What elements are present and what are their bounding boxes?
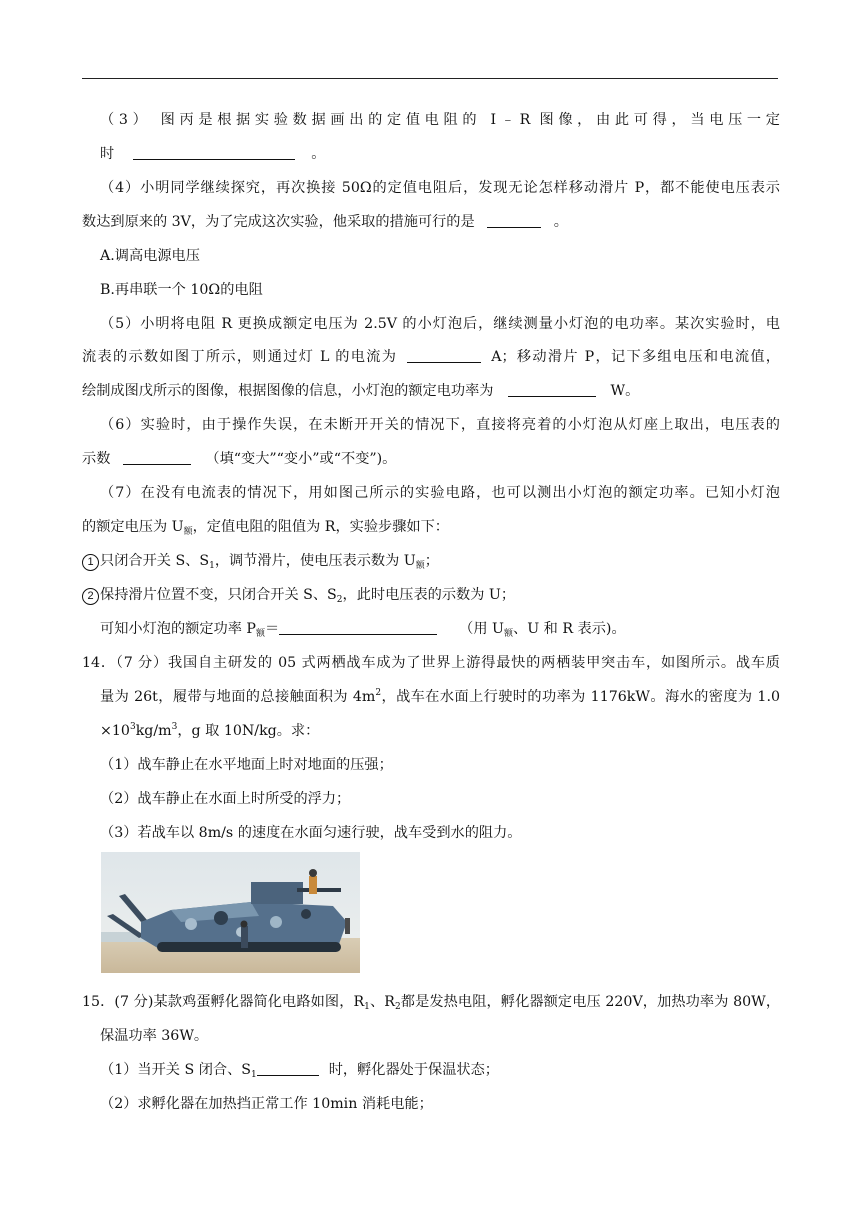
q13-part3-text: 时	[100, 146, 115, 162]
q14-line2-text-a: 量为 26t，履带与地面的总接触面积为 4m	[100, 689, 376, 705]
step1-sub-1: 1	[209, 561, 215, 571]
header-rule	[82, 78, 778, 79]
final-text-d: 、U 和 R 表示)。	[513, 621, 626, 637]
step-number-1: 1	[82, 554, 99, 571]
q13-final	[100, 619, 780, 639]
q15-sub1-b: 时，孵化器处于保温状态；	[328, 1062, 499, 1078]
q13-part3-line2	[100, 144, 780, 164]
q13-part4-text: 数达到原来的 3V，为了完成这次实验，他采取的措施可行的是	[82, 214, 475, 230]
q13-part5-text-c: 绘制成图戊所示的图像，根据图像的信息，小灯泡的额定电功率为	[82, 383, 494, 399]
q13-step2	[82, 585, 780, 605]
q13-option-b: B.再串联一个 10Ω的电阻	[100, 282, 263, 298]
q15-line2: 保温功率 36W。	[100, 1028, 209, 1044]
q15-line1	[82, 992, 780, 1012]
q13-part6-text: 示数	[82, 451, 111, 467]
final-text-a: 可知小灯泡的额定功率 P	[100, 621, 256, 637]
q13-part5-text-b: A；移动滑片 P，记下多组电压和电流值，	[491, 349, 780, 365]
q13-option-a: A.调高电源电压	[100, 248, 200, 264]
q13-part7-text-a: 的额定电压为 U	[82, 519, 184, 535]
q15-line1-a: 15．(7 分)某款鸡蛋孵化器简化电路如图，R	[82, 994, 365, 1010]
q13-part5-current-blank[interactable]	[407, 347, 481, 363]
q13-part6-answer-blank[interactable]	[123, 449, 191, 465]
q13-part5-text-a: 流表的示数如图丁所示，则通过灯 L 的电流为	[82, 349, 398, 365]
step1-text-a: 只闭合开关 S、S	[100, 553, 210, 569]
final-text-c: （用 U	[459, 621, 504, 637]
q14-line3-b: kg/m	[135, 723, 172, 739]
q15-sub1-sub: 1	[251, 1070, 257, 1080]
q15-line1-b: 、R	[369, 994, 395, 1010]
q13-part5-line2	[82, 347, 780, 367]
q14-line2-text-b: ，战车在水面上行驶时的功率为 1176kW。海水的密度为 1.0	[381, 689, 780, 705]
q14-line2	[100, 687, 780, 707]
q13-part5-unit: W。	[610, 383, 640, 399]
q13-part5-line3	[82, 381, 780, 401]
q14-sup-3b: 3	[171, 722, 178, 732]
step-number-2: 2	[82, 588, 99, 605]
step1-text-b: ，调节滑片，使电压表示数为 U	[214, 553, 416, 569]
q13-part3-line1: （3） 图丙是根据实验数据画出的定值电阻的 I﹣R 图像，由此可得，当电压一定	[100, 112, 780, 128]
step1-sub-rated: 额	[415, 561, 425, 571]
subscript-rated: 额	[183, 527, 193, 537]
final-sub-rated-2: 额	[504, 629, 514, 639]
q13-part7-line2	[82, 517, 780, 537]
final-sub-rated: 额	[255, 629, 265, 639]
q15-sub-1: 1	[364, 1002, 370, 1012]
q13-part4-answer-blank[interactable]	[487, 212, 541, 228]
q15-sub1	[100, 1060, 780, 1080]
q13-final-answer-blank[interactable]	[279, 619, 437, 635]
q13-part6-line2	[82, 449, 780, 469]
q15-line1-c: 都是发热电阻，孵化器额定电压 220V，加热功率为 80W，	[400, 994, 781, 1010]
q13-part4-line1: （4）小明同学继续探究，再次换接 50Ω的定值电阻后，发现无论怎样移动滑片 P，都不能使电压表示	[100, 180, 780, 196]
q15-sub-2: 2	[394, 1002, 401, 1012]
step2-text-a: 保持滑片位置不变，只闭合开关 S、S	[100, 587, 337, 603]
q13-step1	[82, 551, 780, 571]
q15-sub1-a: （1）当开关 S 闭合、S	[100, 1062, 251, 1078]
q14-sup-3a: 3	[129, 722, 136, 732]
q14-sub2: （2）战车静止在水面上时所受的浮力；	[100, 791, 351, 807]
q13-part5-line1: （5）小明将电阻 R 更换成额定电压为 2.5V 的小灯泡后，继续测量小灯泡的电功率。某次实验时，电	[100, 316, 780, 332]
q14-line3-a: ×10	[100, 723, 130, 739]
final-equals: ＝	[264, 621, 280, 637]
q13-part6-line1: （6）实验时，由于操作失误，在未断开开关的情况下，直接将亮着的小灯泡从灯座上取出，电压表的	[100, 417, 780, 433]
q13-part7-text-b: ，定值电阻的阻值为 R，实验步骤如下：	[192, 519, 449, 535]
q13-part7-line1: （7）在没有电流表的情况下，用如图己所示的实验电路，也可以测出小灯泡的额定功率。已知小灯泡	[100, 485, 780, 501]
amphibious-tank-photo	[101, 852, 360, 973]
q14-line1: 14．（7 分）我国自主研发的 05 式两栖战车成为了世界上游得最快的两栖装甲突击车，如图所示。战车质	[82, 655, 780, 671]
q13-part4-end: 。	[553, 214, 568, 230]
step1-text-c: ；	[424, 553, 439, 569]
q14-line3-c: ，g 取 10N/kg。求：	[177, 723, 320, 739]
q14-line3	[100, 721, 780, 741]
step2-sub-2: 2	[336, 595, 343, 605]
q15-answer-blank[interactable]	[257, 1060, 319, 1076]
q14-sub3: （3）若战车以 8m/s 的速度在水面匀速行驶，战车受到水的阻力。	[100, 825, 522, 841]
q13-part4-line2	[82, 212, 780, 232]
q15-sub2: （2）求孵化器在加热挡正常工作 10min 消耗电能；	[100, 1096, 433, 1112]
q14-sub1: （1）战车静止在水平地面上时对地面的压强；	[100, 757, 393, 773]
step2-text-b: ，此时电压表的示数为 U；	[342, 587, 516, 603]
q13-part5-power-blank[interactable]	[508, 381, 596, 397]
q14-sup-2: 2	[375, 688, 382, 698]
q13-part3-end: 。	[311, 146, 326, 162]
q13-part6-hint: （填“变大”“变小”或“不变”)。	[205, 451, 397, 467]
q13-part3-answer-blank[interactable]	[133, 144, 295, 160]
